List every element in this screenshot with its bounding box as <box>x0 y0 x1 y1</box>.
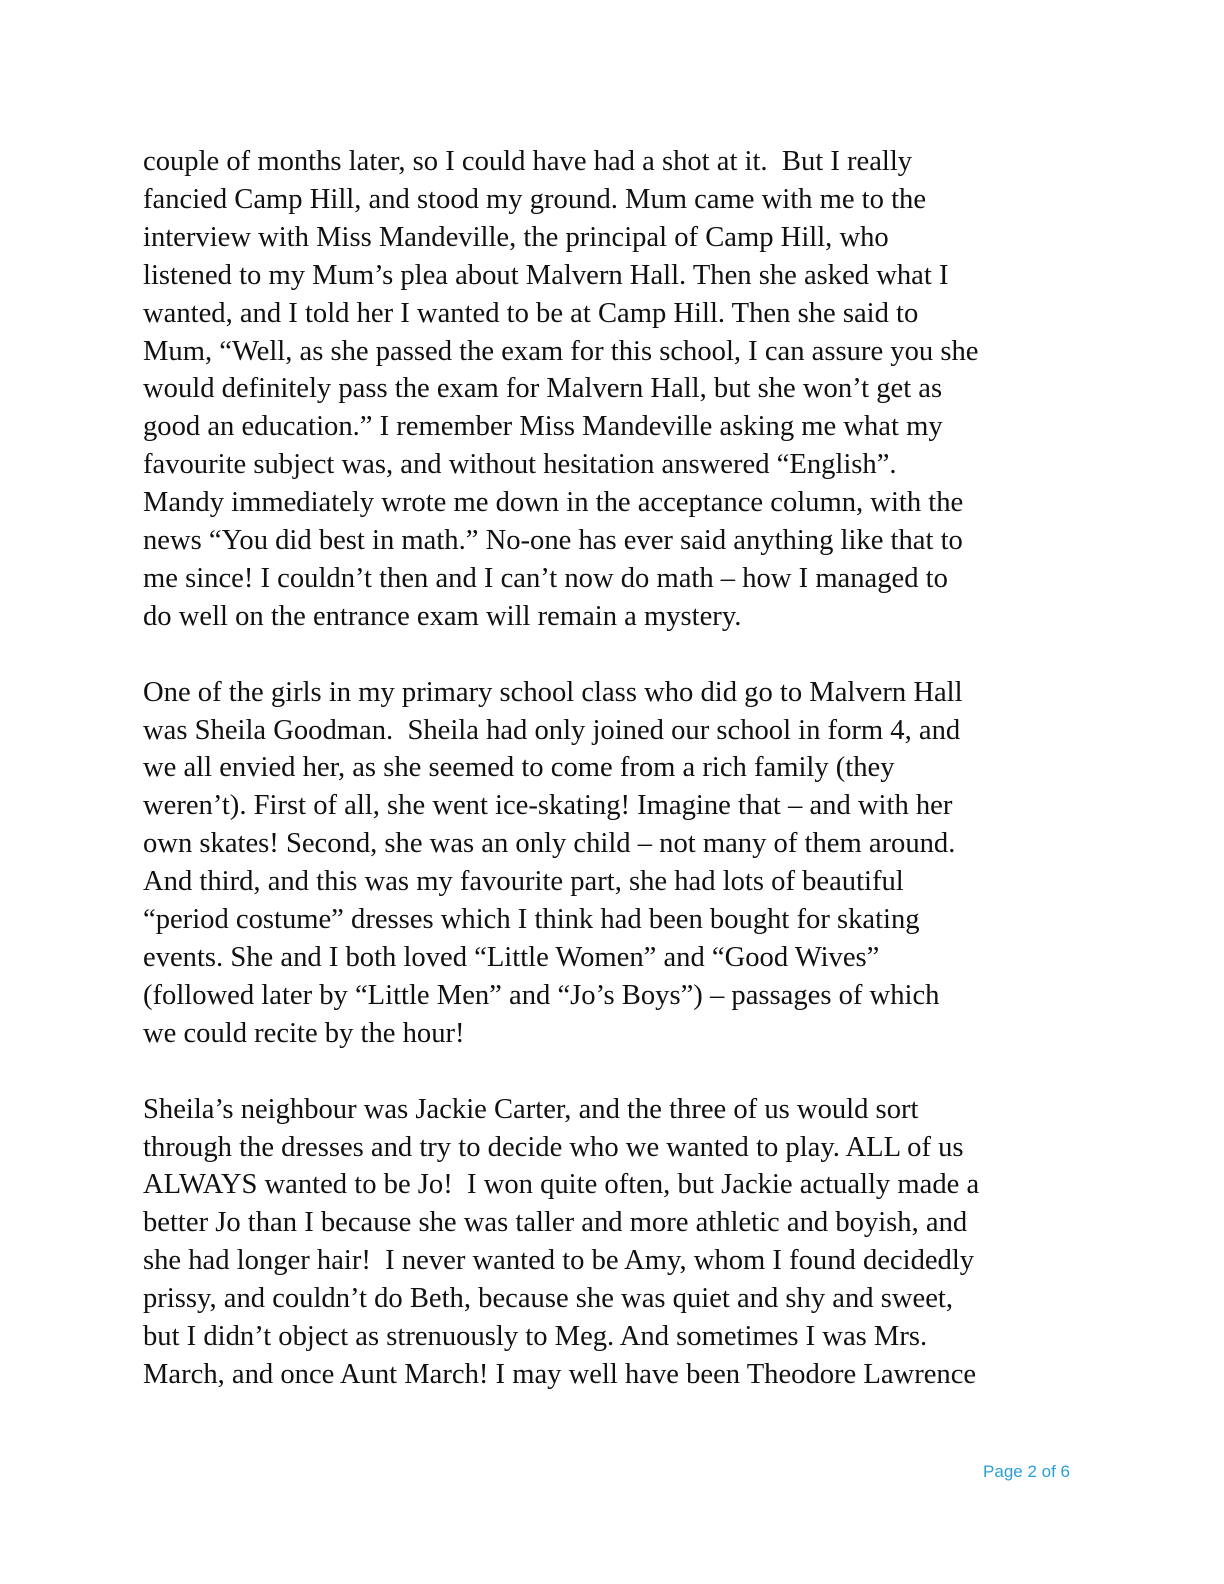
text-line: better Jo than I because she was taller and more athletic and boyish, and <box>143 1207 968 1239</box>
text-line: news “You did best in math.” No-one has ever said anything like that to <box>143 525 963 557</box>
paragraph-3 <box>143 1091 1083 1394</box>
text-line: couple of months later, so I could have had a shot at it. But I really <box>143 146 913 177</box>
text-line: Sheila’s neighbour was Jackie Carter, and the three of us would sort <box>143 1093 919 1125</box>
text-line: (followed later by “Little Men” and “Jo’s Boys”) – passages of which <box>143 979 940 1011</box>
text-line: favourite subject was, and without hesitation answered “English”. <box>143 449 897 481</box>
text-line: would definitely pass the exam for Malvern Hall, but she won’t get as <box>143 373 943 405</box>
text-line: listened to my Mum’s plea about Malvern Hall. Then she asked what I <box>143 259 949 291</box>
text-line: Mum, “Well, as she passed the exam for this school, I can assure you she <box>143 335 979 367</box>
text-line: Mandy immediately wrote me down in the acceptance column, with the <box>143 487 964 519</box>
paragraph-1 <box>143 143 1083 636</box>
text-line: was Sheila Goodman. Sheila had only joined our school in form 4, and <box>143 714 961 746</box>
paragraph-2 <box>143 674 1083 1053</box>
text-line: interview with Miss Mandeville, the principal of Camp Hill, who <box>143 221 889 253</box>
text-line: through the dresses and try to decide who we wanted to play. ALL of us <box>143 1131 964 1163</box>
text-line: weren’t). First of all, she went ice-skating! Imagine that – and with her <box>143 790 953 822</box>
text-line: but I didn’t object as strenuously to Meg. And sometimes I was Mrs. <box>143 1321 928 1353</box>
text-line: wanted, and I told her I wanted to be at Camp Hill. Then she said to <box>143 297 919 329</box>
text-line: One of the girls in my primary school class who did go to Malvern Hall <box>143 676 963 708</box>
text-line: she had longer hair! I never wanted to be Amy, whom I found decidedly <box>143 1245 975 1277</box>
page-number: Page 2 of 6 <box>983 1462 1070 1481</box>
text-line: we could recite by the hour! <box>143 1017 465 1049</box>
text-line: own skates! Second, she was an only child – not many of them around. <box>143 828 956 860</box>
paragraph-spacer <box>143 636 1083 674</box>
text-line: events. She and I both loved “Little Women” and “Good Wives” <box>143 942 880 974</box>
text-line: me since! I couldn’t then and I can’t now do math – how I managed to <box>143 562 948 594</box>
document-body <box>143 143 1083 1394</box>
text-line: fancied Camp Hill, and stood my ground. Mum came with me to the <box>143 183 927 215</box>
text-line: ALWAYS wanted to be Jo! I won quite often, but Jackie actually made a <box>143 1169 980 1201</box>
text-line: good an education.” I remember Miss Mandeville asking me what my <box>143 411 943 443</box>
text-line: March, and once Aunt March! I may well have been Theodore Lawrence <box>143 1358 977 1390</box>
paragraph-spacer <box>143 1053 1083 1091</box>
text-line: do well on the entrance exam will remain a mystery. <box>143 600 742 632</box>
text-line: we all envied her, as she seemed to come from a rich family (they <box>143 752 895 784</box>
text-line: prissy, and couldn’t do Beth, because she was quiet and shy and sweet, <box>143 1283 953 1315</box>
text-line: “period costume” dresses which I think had been bought for skating <box>143 904 920 936</box>
text-line: And third, and this was my favourite part, she had lots of beautiful <box>143 866 904 898</box>
